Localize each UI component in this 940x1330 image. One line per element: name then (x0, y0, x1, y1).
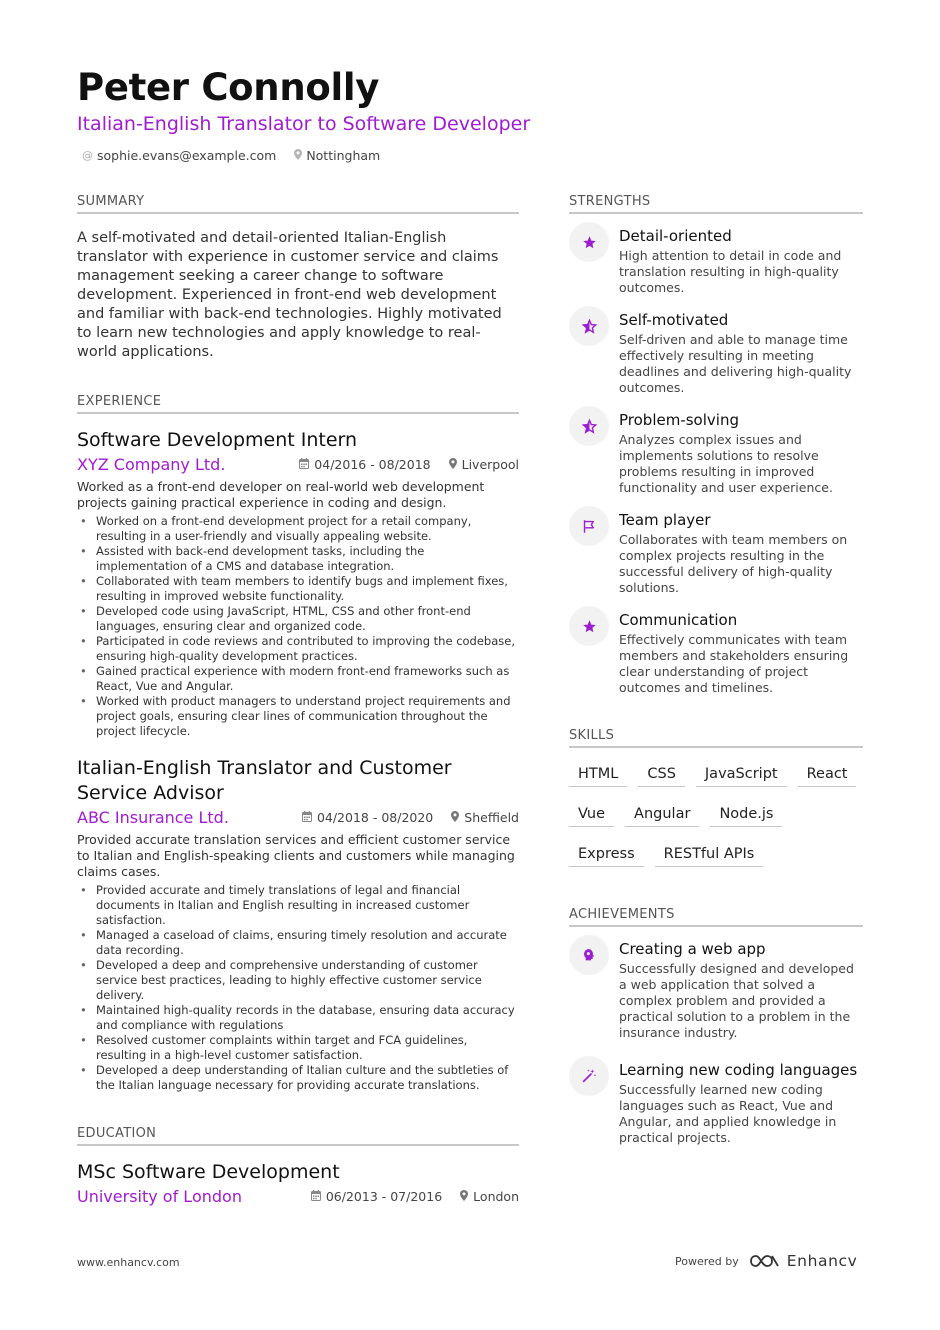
education-heading: EDUCATION (77, 1126, 519, 1146)
bullet-item: • Developed code using JavaScript, HTML, CSS and other front-end languages, ensuring clear and organized code. (77, 604, 519, 634)
location-pin-icon (449, 458, 457, 472)
bullet-item: • Managed a caseload of claims, ensuring timely resolution and accurate data recording. (77, 928, 519, 958)
star-icon (569, 606, 609, 646)
contact-location (294, 148, 380, 163)
bullet-item: • Resolved customer complaints within target and FCA guidelines, resulting in a high-level customer satisfaction. (77, 1033, 519, 1063)
job-description: Worked as a front-end developer on real-world web development projects gaining practical experience in coding and design. (77, 479, 485, 510)
brand-name: Enhancv (786, 1252, 858, 1270)
email-text: sophie.evans@example.com (97, 148, 277, 163)
bullet-item: • Maintained high-quality records in the database, ensuring data accuracy and compliance with regulations (77, 1003, 519, 1033)
bullet-item: • Participated in code reviews and contributed to improving the codebase, ensuring high-quality development practices. (77, 634, 519, 664)
right-column (569, 194, 863, 1146)
enhancv-logo-icon (749, 1253, 781, 1269)
enhancv-logo[interactable] (749, 1252, 858, 1270)
bullet-item: • Worked on a front-end development project for a retail company, resulting in a user-friendly and visually appealing website. (77, 514, 519, 544)
job-location (449, 457, 519, 472)
dates-text: 04/2018 - 08/2020 (316, 810, 434, 825)
location-text: Nottingham (306, 148, 381, 163)
achievement-item (569, 1061, 863, 1146)
skills-list (569, 761, 863, 867)
job-bullets (77, 514, 519, 739)
contact-email[interactable] (82, 148, 276, 163)
achievement-item (569, 940, 863, 1041)
calendar-icon (302, 811, 312, 825)
strength-item (569, 611, 863, 696)
candidate-name: Peter Connolly (77, 66, 380, 109)
strength-title: Detail-oriented (619, 227, 732, 245)
job-location (451, 810, 519, 825)
job-bullets (77, 883, 519, 1093)
star-icon (569, 222, 609, 262)
job-description: Provided accurate translation services and efficient customer service to Italian and English-speaking clients and customers while managing claims cases. (77, 832, 515, 879)
achievement-title: Learning new coding languages (619, 1061, 858, 1079)
strength-item (569, 511, 863, 596)
job-title: Italian-English Translator and Customer Service Advisor (77, 757, 452, 804)
skill-tag: Angular (625, 801, 699, 827)
job-meta-row (77, 808, 519, 827)
achievement-title: Creating a web app (619, 940, 766, 958)
skills-heading: SKILLS (569, 728, 863, 748)
strength-title: Problem-solving (619, 411, 739, 429)
brain-icon (569, 935, 609, 975)
strength-title: Communication (619, 611, 738, 629)
education-entry (77, 1160, 519, 1206)
skill-tag: JavaScript (696, 761, 787, 787)
location-pin-icon (451, 811, 459, 825)
education-dates (311, 1189, 442, 1204)
strengths-heading: STRENGTHS (569, 194, 863, 214)
strength-desc: Collaborates with team members on complex projects resulting in the successful delivery of high-quality solutions. (619, 532, 848, 595)
job-meta-row (77, 455, 519, 474)
contact-row (82, 148, 380, 163)
experience-heading: EXPERIENCE (77, 394, 519, 414)
skill-tag: CSS (638, 761, 685, 787)
skill-tag: Vue (569, 801, 614, 827)
strength-item (569, 227, 863, 296)
company-name: ABC Insurance Ltd. (77, 808, 229, 827)
education-meta-row (77, 1187, 519, 1206)
location-pin-icon (294, 149, 302, 163)
dates-text: 06/2013 - 07/2016 (325, 1189, 443, 1204)
location-pin-icon (460, 1190, 468, 1204)
job-dates (299, 457, 430, 472)
left-column (77, 194, 519, 1206)
skill-tag: RESTful APIs (655, 841, 764, 867)
strength-desc: Self-driven and able to manage time effectively resulting in meeting deadlines and delivering high-quality outcomes. (619, 332, 852, 395)
at-icon: @ (82, 149, 93, 162)
bullet-item: • Collaborated with team members to identify bugs and implement fixes, resulting in improved website functionality. (77, 574, 519, 604)
skill-tag: Node.js (710, 801, 782, 827)
footer-website[interactable]: www.enhancv.com (77, 1256, 180, 1269)
strength-item (569, 411, 863, 496)
location-text: London (473, 1189, 519, 1204)
dates-text: 04/2016 - 08/2018 (314, 457, 431, 472)
company-name: XYZ Company Ltd. (77, 455, 226, 474)
strength-title: Team player (619, 511, 711, 529)
star-half-icon (569, 406, 609, 446)
experience-entry (77, 428, 519, 739)
strength-desc: Effectively communicates with team members and stakeholders ensuring clear understanding of project outcomes and timelines. (619, 632, 849, 695)
candidate-headline: Italian-English Translator to Software Developer (77, 113, 531, 135)
bullet-item: • Worked with product managers to understand project requirements and project goals, ensuring clear lines of communication throughout the project lifecycle. (77, 694, 519, 739)
education-location (460, 1189, 519, 1204)
skill-tag: React (798, 761, 857, 787)
magic-wand-icon (569, 1056, 609, 1096)
bullet-item: • Developed a deep and comprehensive understanding of customer service best practices, leading to highly effective customer service delivery. (77, 958, 519, 1003)
strength-item (569, 311, 863, 396)
strength-desc: High attention to detail in code and translation resulting in high-quality outcomes. (619, 248, 842, 295)
job-title: Software Development Intern (77, 429, 358, 451)
school-name: University of London (77, 1187, 242, 1206)
achievement-desc: Successfully learned new coding languages such as React, Vue and Angular, and applied knowledge in practical projects. (619, 1082, 837, 1145)
calendar-icon (311, 1190, 321, 1204)
bullet-item: • Provided accurate and timely translations of legal and financial documents in Italian and English resulting in increased customer satisfaction. (77, 883, 519, 928)
star-half-icon (569, 306, 609, 346)
achievement-desc: Successfully designed and developed a web application that solved a complex problem and provided a practical solution to a problem in the insurance industry. (619, 961, 854, 1040)
flag-icon (569, 506, 609, 546)
bullet-item: • Assisted with back-end development tasks, including the implementation of a CMS and database integration. (77, 544, 519, 574)
location-text: Sheffield (464, 810, 519, 825)
powered-by-text: Powered by (675, 1254, 739, 1268)
bullet-item: • Developed a deep understanding of Italian culture and the subtleties of the Italian language necessary for providing accurate translations. (77, 1063, 519, 1093)
footer-branding (675, 1252, 857, 1270)
job-dates (302, 810, 433, 825)
degree-title: MSc Software Development (77, 1161, 340, 1183)
summary-heading: SUMMARY (77, 194, 519, 214)
achievements-heading: ACHIEVEMENTS (569, 907, 863, 927)
strength-title: Self-motivated (619, 311, 729, 329)
summary-text: A self-motivated and detail-oriented Italian-English translator with experience in customer service and claims management seeking a career change to software development. Experienced in front-end web development and familiar with back-end technologies. Highly motivated to learn new technologies and apply knowledge to real-world applications. (77, 230, 502, 360)
strength-desc: Analyzes complex issues and implements solutions to resolve problems resulting in improved functionality and user experience. (619, 432, 833, 495)
location-text: Liverpool (461, 457, 519, 472)
skill-tag: HTML (569, 761, 627, 787)
skill-tag: Express (569, 841, 644, 867)
calendar-icon (299, 458, 309, 472)
bullet-item: • Gained practical experience with modern front-end frameworks such as React, Vue and Angular. (77, 664, 519, 694)
experience-entry (77, 756, 519, 1093)
